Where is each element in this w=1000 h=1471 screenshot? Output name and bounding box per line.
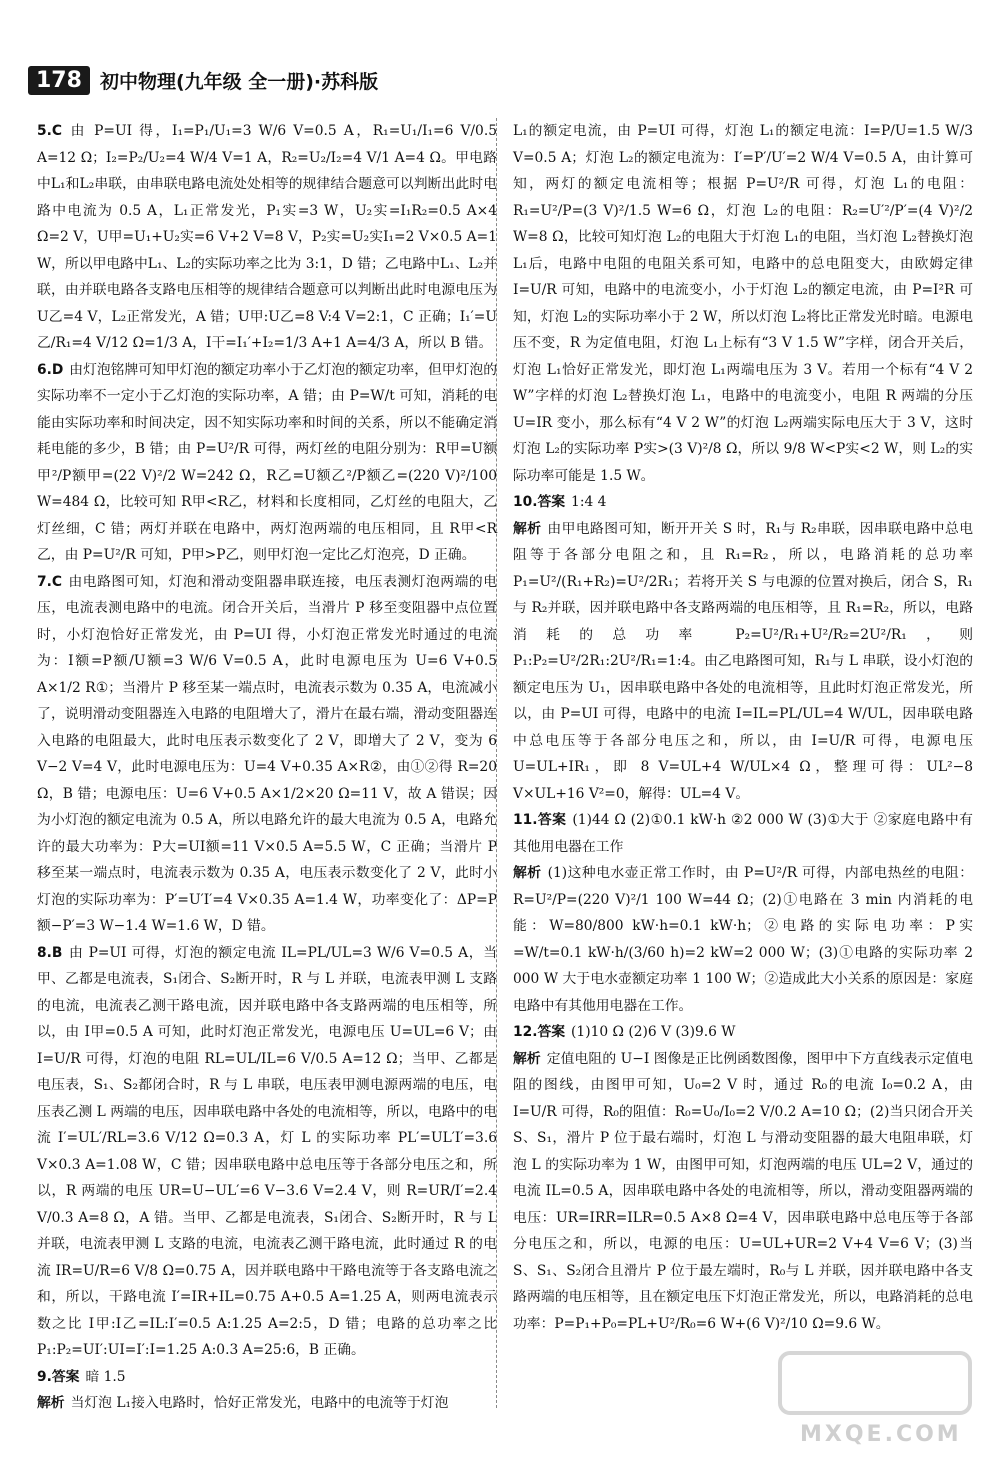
answer-paragraph — [37, 569, 497, 940]
answer-paragraph — [37, 118, 497, 357]
question-label: 8.B — [37, 944, 63, 961]
answer-text: (1)这种电水壶正常工作时，由 P=U²/R 可得，内部电热丝的电阻：R=U²/P=(220 V)²/1 100 W=44 Ω；(2)①电路在 3 min 内消耗的电能：W=80/800 kW·h=0.1 kW·h；②电路的实际电功率：P实=W/t=0.1 kW·h/(3/60 h)=2 kW=2 000 W；(3)①电路的实际功率 2 000 W 大于电水壶额定功率 1 100 W；②造成此大小关系的原因是：家庭电路中有其他用电器在工作。 — [513, 865, 973, 1014]
answer-text: 1:4 4 — [571, 494, 607, 510]
answer-paragraph — [513, 860, 973, 1019]
answer-paragraph — [513, 489, 973, 516]
page-header — [28, 62, 378, 98]
answer-paragraph — [513, 118, 973, 489]
question-label: 11.答案 — [513, 812, 567, 828]
answer-text: 定值电阻的 U−I 图像是正比例函数图像，图甲中下方直线表示定值电阻的图线，由图甲可知，U₀=2 V 时，通过 R₀的电流 I₀=0.2 A，由 I=U/R 可得，R₀的阻值：R₀=U₀/I₀=2 V/0.2 A=10 Ω；(2)当只闭合开关 S、S₁，滑片 P 位于最右端时，灯泡 L 与滑动变阻器的最大电阻串联，灯泡 L 的实际功率为 1 W，由图甲可知，灯泡两端的电压 UL=2 V，通过的电流 IL=0.5 A，因串联电路中各处的电流相等，所以，滑动变阻器两端的电压：UR=IRR=ILR=0.5 A×8 Ω=4 V，因串联电路中总电压等于各部分电压之和，所以，电源的电压：U=UL+UR=2 V+4 V=6 V；(3)当 S、S₁、S₂闭合且滑片 P 位于最左端时，R₀与 L 并联，因并联电路中各支路两端的电压相等，且在额定电压下灯泡正常发光，所以，电路消耗的总电功率：P=P₁+P₀=PL+U²/R₀=6 W+(6 V)²/10 Ω=9.6 W。 — [513, 1050, 974, 1332]
answer-paragraph — [513, 1046, 973, 1338]
left-column — [37, 118, 497, 1417]
answer-paragraph — [37, 940, 497, 1364]
answer-paragraph — [513, 516, 973, 808]
answer-text: 暗 1.5 — [85, 1368, 126, 1385]
answer-paragraph — [37, 1364, 497, 1391]
question-label: 6.D — [37, 361, 64, 378]
answer-paragraph — [37, 1390, 497, 1417]
question-label: 解析 — [513, 520, 542, 537]
question-label: 9.答案 — [37, 1368, 80, 1385]
question-label: 7.C — [37, 573, 62, 590]
question-label: 解析 — [37, 1395, 65, 1411]
answer-text: (1)10 Ω (2)6 V (3)9.6 W — [571, 1024, 736, 1040]
right-column — [513, 118, 973, 1337]
answer-text: L₁的额定电流，由 P=UI 可得，灯泡 L₁的额定电流：I=P/U=1.5 W/3 V=0.5 A；灯泡 L₂的额定电流为：I′=P′/U′=2 W/4 V=0.5 A，由计算可知，两灯的额定电流相等；根据 P=U²/R 可得，灯泡 L₁的电阻：R₁=U²/P=(3 V)²/1.5 W=6 Ω，灯泡 L₂的电阻：R₂=U′²/P′=(4 V)²/2 W=8 Ω，比较可知灯泡 L₂的电阻大于灯泡 L₁的电阻，当灯泡 L₂替换灯泡 L₁后，电路中电阻的电阻关系可知，电路中的总电阻变大，由欧姆定律 I=U/R 可知，电路中的电流变小，小于灯泡 L₂的额定电流，由 P=I²R 可知，灯泡 L₂的实际功率小于 2 W，所以灯泡 L₂将比正常发光时暗。电源电压不变，R 为定值电阻，灯泡 L₁上标有“3 V 1.5 W”字样，闭合开关后，灯泡 L₁恰好正常发光，即灯泡 L₁两端电压为 3 V。若用一个标有“4 V 2 W”字样的灯泡 L₂替换灯泡 L₁，电路中的电流变小，电阻 R 两端的分压 U=IR 变小，那么标有“4 V 2 W”的灯泡 L₂两端实际电压大于 3 V，这时灯泡 L₂的实际功率 P实>(3 V)²/8 Ω，所以 9/8 W<P实<2 W，则 L₂的实际功率可能是 1.5 W。 — [513, 123, 973, 484]
watermark-text: MXQE.COM — [800, 1422, 962, 1447]
question-label: 12.答案 — [513, 1024, 566, 1040]
answer-text: 由甲电路图可知，断开开关 S 时，R₁与 R₂串联，因串联电路中总电阻等于各部分电阻之和，且 R₁=R₂，所以，电路消耗的总功率 P₁=U²/(R₁+R₂)=U²/2R₁；若将开关 S 与电源的位置对换后，闭合 S，R₁与 R₂并联，因并联电路中各支路两端的电压相等，且 R₁=R₂，所以，电路消耗的总功率 P₂=U²/R₁+U²/R₂=2U²/R₁，则 P₁:P₂=U²/2R₁:2U²/R₁=1:4。由乙电路图可知，R₁与 L 串联，设小灯泡的额定电压为 U₁，因串联电路中各处的电流相等，且此时灯泡正常发光，所以，由 P=UI 可得，电路中的电流 I=IL=PL/UL=4 W/UL，因串联电路中总电压等于各部分电压之和，所以，由 I=U/R 可得，电源电压 U=UL+IR₁，即 8 V=UL+4 W/UL×4 Ω，整理可得：UL²−8 V×UL+16 V²=0，解得：UL=4 V。 — [513, 520, 973, 802]
answer-paragraph — [513, 1019, 973, 1046]
question-label: 解析 — [513, 865, 542, 881]
answer-paragraph — [37, 357, 497, 569]
answer-text: 由 P=UI 可得，灯泡的额定电流 IL=PL/UL=3 W/6 V=0.5 A，当甲、乙都是电流表，S₁闭合、S₂断开时，R 与 L 并联，电流表甲测 L 支路的电流，电流表乙测干路电流，因并联电路中各支路两端的电压相等，所以，由 I甲=0.5 A 可知，此时灯泡正常发光，电源电压 U=UL=6 V；由 I=U/R 可得，灯泡的电阻 RL=UL/IL=6 V/0.5 A=12 Ω；当甲、乙都是电压表，S₁、S₂都闭合时，R 与 L 串联，电压表甲测电源两端的电压，电压表乙测 L 两端的电压，因串联电路中各处的电流相等，所以，电路中的电流 I′=UL′/RL=3.6 V/12 Ω=0.3 A，灯 L 的实际功率 PL′=UL′I′=3.6 V×0.3 A=1.08 W，C 错；因串联电路中总电压等于各部分电压之和，所以，R 两端的电压 UR=U−UL′=6 V−3.6 V=2.4 V，则 R=UR/I′=2.4 V/0.3 A=8 Ω，A 错。当甲、乙都是电流表，S₁闭合、S₂断开时，R 与 L 并联，电流表甲测 L 支路的电流，电流表乙测干路电流，此时通过 R 的电流 IR=U/R=6 V/8 Ω=0.75 A，因并联电路中干路电流等于各支路电流之和，所以，干路电流 I′=IR+IL=0.75 A+0.5 A=1.25 A，则两电流表示数之比 I甲:I乙=IL:I′=0.5 A:1.25 A=2:5，D 错；电路的总功率之比 P₁:P₂=UI′:UI=I′:I=1.25 A:0.3 A=25:6，B 正确。 — [37, 944, 497, 1358]
question-label: 10.答案 — [513, 494, 566, 510]
page-number: 178 — [28, 66, 90, 95]
answer-text: 由电路图可知，灯泡和滑动变阻器串联连接，电压表测灯泡两端的电压，电流表测电路中的电流。闭合开关后，当滑片 P 移至变阻器中点位置时，小灯泡恰好正常发光，由 P=UI 得，小灯泡正常发光时通过的电流为：I额=P额/U额=3 W/6 V=0.5 A，此时电源电压为 U=6 V+0.5 A×1/2 R①；当滑片 P 移至某一端点时，电流表示数为 0.35 A，电流减小了，说明滑动变阻器连入电路的电阻增大了，滑片在最右端，滑动变阻器连入电路的电阻最大，此时电压表示数变化了 2 V，即增大了 2 V，变为 6 V−2 V=4 V，此时电源电压为：U=4 V+0.35 A×R②，由①②得 R=20 Ω，B 错；电源电压：U=6 V+0.5 A×1/2×20 Ω=11 V，故 A 错误；因为小灯泡的额定电流为 0.5 A，所以电路允许的最大电流为 0.5 A，电路允许的最大功率为：P大=UI额=11 V×0.5 A=5.5 W，C 正确；当滑片 P 移至某一端点时，电流表示数为 0.35 A，电压表示数变化了 2 V，此时小灯泡的实际功率为：P′=U′I′=4 V×0.35 A=1.4 W，功率变化了：ΔP=P额−P′=3 W−1.4 W=1.6 W，D 错。 — [37, 573, 497, 934]
column-divider — [496, 118, 497, 1408]
answer-text: 由 P=UI 得，I₁=P₁/U₁=3 W/6 V=0.5 A，R₁=U₁/I₁=6 V/0.5 A=12 Ω；I₂=P₂/U₂=4 W/4 V=1 A，R₂=U₂/I₂=4 V/1 A=4 Ω。甲电路中L₁和L₂串联，由串联电路电流处处相等的规律结合题意可以判断出此时电路中电流为 0.5 A，L₁正常发光，P₁实=3 W，U₂实=I₁R₂=0.5 A×4 Ω=2 V，U甲=U₁+U₂实=6 V+2 V=8 V，P₂实=U₂实I₁=2 V×0.5 A=1 W，所以甲电路中L₁、L₂的实际功率之比为 3:1，D 错；乙电路中L₁、L₂并联，由并联电路各支路电压相等的规律结合题意可以判断出此时电源电压为 U乙=4 V，L₂正常发光，A 错；U甲:U乙=8 V:4 V=2:1，C 正确；I₁′=U乙/R₁=4 V/12 Ω=1/3 A，I干=I₁′+I₂=1/3 A+1 A=4/3 A，所以 B 错。 — [37, 123, 497, 351]
answer-text: (1)44 Ω (2)①0.1 kW·h ②2 000 W (3)①大于 ②家庭电路中有其他用电器在工作 — [513, 812, 973, 855]
watermark-logo — [770, 1343, 980, 1453]
answer-text: 当灯泡 L₁接入电路时，恰好正常发光，电路中的电流等于灯泡 — [70, 1395, 449, 1411]
answer-text: 由灯泡铭牌可知甲灯泡的额定功率小于乙灯泡的额定功率，但甲灯泡的实际功率不一定小于乙灯泡的实际功率，A 错；由 P=W/t 可知，消耗的电能由实际功率和时间决定，因不知实际功率和时间的关系，所以不能确定消耗电能的多少，B 错；由 P=U²/R 可得，两灯丝的电阻分别为：R甲=U额甲²/P额甲=(22 V)²/2 W=242 Ω，R乙=U额乙²/P额乙=(220 V)²/100 W=484 Ω，比较可知 R甲<R乙，材料和长度相同，乙灯丝的电阻大，乙灯丝细，C 错；两灯并联在电路中，两灯泡两端的电压相同，且 R甲<R乙，由 P=U²/R 可知，P甲>P乙，则甲灯泡一定比乙灯泡亮，D 正确。 — [37, 361, 497, 563]
answer-paragraph — [513, 807, 973, 860]
question-label: 5.C — [37, 123, 62, 139]
book-title: 初中物理(九年级 全一册)·苏科版 — [99, 70, 379, 93]
question-label: 解析 — [513, 1050, 541, 1067]
